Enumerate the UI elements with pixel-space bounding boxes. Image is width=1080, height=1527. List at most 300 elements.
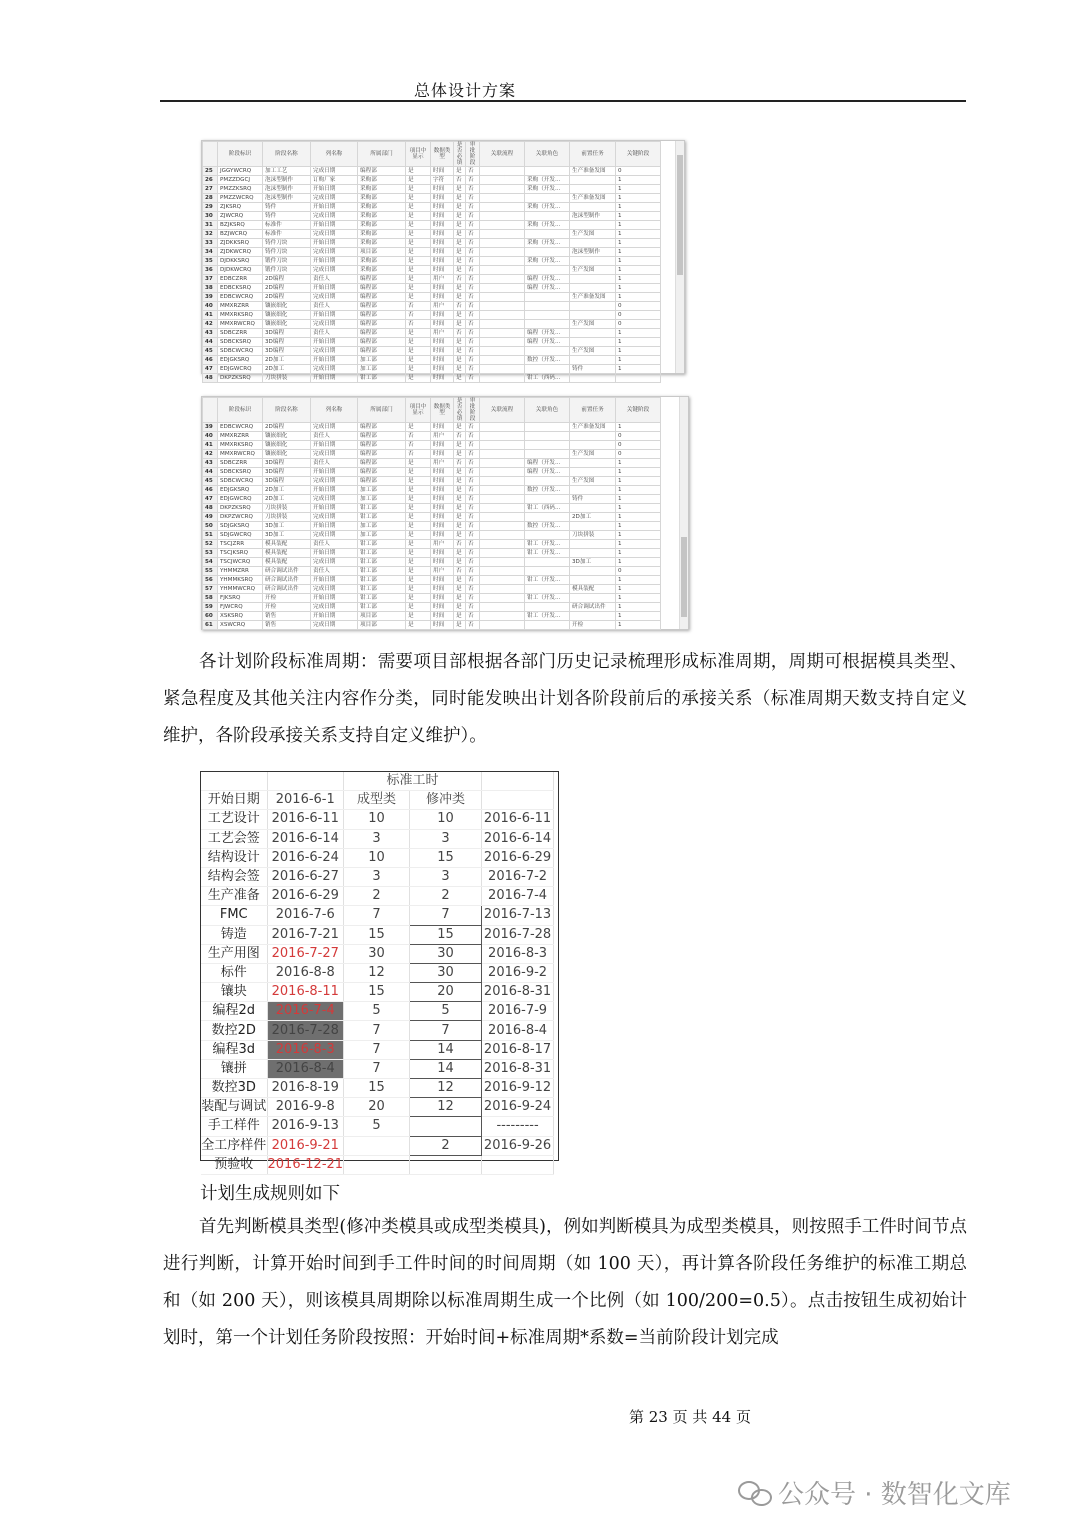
row-number: 48	[203, 504, 218, 513]
row-number-header	[203, 142, 218, 167]
row-number: 30	[203, 212, 218, 221]
standard-hours-sheet	[200, 771, 559, 1172]
table-row[interactable]	[203, 185, 661, 194]
table-cell: 时间	[431, 365, 454, 374]
table-cell	[525, 621, 570, 630]
table-cell: 1	[616, 576, 661, 585]
table-row[interactable]	[203, 576, 661, 585]
sheet-cell: ---------	[482, 1117, 554, 1136]
table-cell: 是	[406, 585, 431, 594]
table-cell: 泡沫型制作	[570, 248, 616, 257]
table-cell: 1	[616, 176, 661, 185]
table-cell: 钳工（开发...	[525, 612, 570, 621]
table-cell: 否	[466, 495, 480, 504]
scrollbar-vertical[interactable]	[679, 397, 688, 629]
table-cell: 否	[466, 203, 480, 212]
table-header-row	[203, 142, 661, 167]
table-cell: 编程部	[358, 459, 406, 468]
table-row[interactable]	[203, 558, 661, 567]
sheet-cell: 2016-7-2	[482, 867, 554, 886]
table-cell: FJKSRQ	[218, 594, 263, 603]
table-row[interactable]	[203, 221, 661, 230]
table-row[interactable]	[203, 230, 661, 239]
table-row[interactable]	[203, 266, 661, 275]
table-cell: 完成日期	[311, 513, 358, 522]
table-cell	[525, 365, 570, 374]
sheet-cell: 14	[410, 1059, 482, 1078]
table-row[interactable]	[203, 302, 661, 311]
column-header: 列名称	[311, 398, 358, 423]
table-cell: 钳工部	[358, 513, 406, 522]
table-cell	[570, 374, 616, 383]
table-row[interactable]	[203, 356, 661, 365]
table-cell	[480, 450, 525, 459]
table-cell: 1	[616, 549, 661, 558]
table-cell	[480, 266, 525, 275]
table-row[interactable]	[203, 540, 661, 549]
table-cell	[480, 477, 525, 486]
table-cell: 是	[454, 248, 466, 257]
table-cell: 完成日期	[311, 266, 358, 275]
table-cell	[525, 320, 570, 329]
column-header: 审批阶段	[466, 142, 480, 167]
table-cell: 时间	[431, 167, 454, 176]
table-cell: 用户	[431, 432, 454, 441]
table-cell: 否	[454, 275, 466, 284]
table-cell: 否	[454, 432, 466, 441]
table-cell: 标准件	[263, 230, 311, 239]
table-row[interactable]	[203, 338, 661, 347]
table-cell: 2D编程	[263, 275, 311, 284]
table-cell: 刀块拼装	[570, 531, 616, 540]
table-cell: 否	[466, 441, 480, 450]
sheet-cell: 2016-9-26	[482, 1136, 554, 1155]
table-cell: FJWCRQ	[218, 603, 263, 612]
table-cell: 是	[406, 423, 431, 432]
row-number: 43	[203, 329, 218, 338]
table-cell: 是	[454, 621, 466, 630]
table-cell: 锻件刀块	[263, 257, 311, 266]
table-cell: 是	[406, 185, 431, 194]
row-number: 27	[203, 185, 218, 194]
table-cell: 1	[616, 329, 661, 338]
sheet-cell: 15	[344, 983, 410, 1002]
sheet-cell: 2016-12-21	[267, 1155, 344, 1174]
table-cell	[525, 230, 570, 239]
table-cell: 编程（开发...	[525, 284, 570, 293]
table-cell	[480, 486, 525, 495]
sheet-row	[201, 1040, 554, 1059]
table-cell	[480, 621, 525, 630]
row-number: 45	[203, 347, 218, 356]
table-cell: 完成日期	[311, 230, 358, 239]
table-row[interactable]	[203, 167, 661, 176]
table-cell: 否	[466, 621, 480, 630]
table-cell: 编程部	[358, 468, 406, 477]
table-cell: 否	[466, 477, 480, 486]
row-number: 47	[203, 495, 218, 504]
table-cell: SDBCWCRQ	[218, 477, 263, 486]
table-row[interactable]	[203, 329, 661, 338]
table-cell	[525, 432, 570, 441]
table-row[interactable]	[203, 365, 661, 374]
table-cell	[480, 612, 525, 621]
table-cell: SDBCKSRQ	[218, 338, 263, 347]
table-cell: XSKSRQ	[218, 612, 263, 621]
table-cell: 0	[616, 311, 661, 320]
table-cell: 钳工（开发...	[525, 549, 570, 558]
table-row[interactable]	[203, 567, 661, 576]
table-cell: 0	[616, 450, 661, 459]
sheet-cell: 2016-8-17	[482, 1040, 554, 1059]
table-cell: 采购部	[358, 230, 406, 239]
table-cell: 时间	[431, 549, 454, 558]
table-row[interactable]	[203, 621, 661, 630]
table-cell: EDBCKSRQ	[218, 284, 263, 293]
table-row[interactable]	[203, 432, 661, 441]
table-cell	[480, 459, 525, 468]
table-cell: 是	[454, 194, 466, 203]
table-cell: 铸件	[263, 203, 311, 212]
table-cell: 完成日期	[311, 477, 358, 486]
table-row[interactable]	[203, 257, 661, 266]
table-cell: 0	[616, 302, 661, 311]
table-row[interactable]	[203, 603, 661, 612]
table-cell: 时间	[431, 522, 454, 531]
table-cell: 1	[616, 513, 661, 522]
table-cell	[525, 302, 570, 311]
column-header: 审批阶段	[466, 398, 480, 423]
table-cell: 编程部	[358, 329, 406, 338]
table-cell: 是	[454, 356, 466, 365]
table-cell: EDJGKSRQ	[218, 356, 263, 365]
table-cell	[570, 522, 616, 531]
table-cell: 时间	[431, 239, 454, 248]
table-row[interactable]	[203, 513, 661, 522]
table-row[interactable]	[203, 594, 661, 603]
table-row[interactable]	[203, 531, 661, 540]
sheet-cell: 2016-8-31	[482, 983, 554, 1002]
sheet-row	[201, 791, 554, 810]
table-cell: 1	[616, 257, 661, 266]
table-cell: 开始日期	[311, 221, 358, 230]
table-cell: 开始日期	[311, 504, 358, 513]
sheet-cell	[344, 1136, 410, 1155]
table-row[interactable]	[203, 495, 661, 504]
table-row[interactable]	[203, 612, 661, 621]
column-header: 前置任务	[570, 398, 616, 423]
table-cell: 否	[466, 459, 480, 468]
table-cell: 1	[616, 284, 661, 293]
table-cell	[480, 365, 525, 374]
row-number: 25	[203, 167, 218, 176]
table-cell	[480, 374, 525, 383]
table-cell: DJDKKSRQ	[218, 257, 263, 266]
table-cell: 是	[406, 531, 431, 540]
table-cell	[480, 347, 525, 356]
table-cell: 是	[454, 347, 466, 356]
table-cell: 否	[406, 441, 431, 450]
table-cell: 研合调试出件	[570, 603, 616, 612]
table-cell: 开始日期	[311, 594, 358, 603]
table-row[interactable]	[203, 275, 661, 284]
stage-label: 标件	[201, 963, 267, 982]
stage-label: 结构设计	[201, 848, 267, 867]
table-row[interactable]	[203, 441, 661, 450]
table-cell: 否	[466, 230, 480, 239]
column-header: 项目中显示	[406, 142, 431, 167]
table-cell: 是	[454, 486, 466, 495]
table-row[interactable]	[203, 585, 661, 594]
sheet-cell: 2016-6-27	[267, 867, 344, 886]
table-cell: 是	[454, 338, 466, 347]
table-cell: 时间	[431, 374, 454, 383]
table-row[interactable]	[203, 248, 661, 257]
table-cell: YHMMKSRQ	[218, 576, 263, 585]
table-cell: 生产准备发图	[570, 423, 616, 432]
table-cell: 完成日期	[311, 194, 358, 203]
table-cell: 开始日期	[311, 185, 358, 194]
table-cell	[480, 585, 525, 594]
table-cell	[480, 495, 525, 504]
table-cell: 是	[406, 293, 431, 302]
table-cell	[480, 513, 525, 522]
table-cell: 钳工部	[358, 374, 406, 383]
table-cell: 是	[406, 212, 431, 221]
sheet-cell: 10	[410, 810, 482, 829]
page-header	[0, 78, 1080, 101]
table-cell: 时间	[431, 230, 454, 239]
sheet-cell: 2016-7-21	[267, 925, 344, 944]
table-cell: 时间	[431, 621, 454, 630]
sheet-group-header: 标准工时	[344, 772, 482, 791]
sheet-row	[201, 944, 554, 963]
row-number: 49	[203, 513, 218, 522]
table-cell: 镶嵌细化	[263, 432, 311, 441]
table-cell: 编程部	[358, 432, 406, 441]
stage-label: 装配与调试	[201, 1098, 267, 1117]
table-row[interactable]	[203, 320, 661, 329]
table-cell: 开始日期	[311, 468, 358, 477]
table-cell: 是	[406, 540, 431, 549]
table-cell	[570, 356, 616, 365]
table-cell: 否	[406, 320, 431, 329]
table-row[interactable]	[203, 212, 661, 221]
table-cell: 是	[406, 522, 431, 531]
column-header: 关键阶段	[616, 398, 661, 423]
table-cell: 是	[406, 257, 431, 266]
table-cell: 铸件刀块	[263, 239, 311, 248]
table-row[interactable]	[203, 194, 661, 203]
table-cell: 时间	[431, 441, 454, 450]
table-cell	[480, 176, 525, 185]
stage-label: FMC	[201, 906, 267, 925]
sheet-cell: 2016-8-3	[482, 944, 554, 963]
table-cell: 编程部	[358, 338, 406, 347]
table-cell	[525, 531, 570, 540]
table-cell: 否	[466, 549, 480, 558]
sheet-cell: 12	[344, 963, 410, 982]
table-row[interactable]	[203, 459, 661, 468]
table-cell: 是	[454, 441, 466, 450]
sheet-row	[201, 810, 554, 829]
table-row[interactable]	[203, 347, 661, 356]
table-row[interactable]	[203, 477, 661, 486]
table-row[interactable]	[203, 176, 661, 185]
table-cell: DKPZKSRQ	[218, 504, 263, 513]
table-cell: 时间	[431, 221, 454, 230]
table-row[interactable]	[203, 549, 661, 558]
sheet-row	[201, 1098, 554, 1117]
table-row[interactable]	[203, 504, 661, 513]
table-cell	[570, 176, 616, 185]
sheet-cell: 12	[410, 1079, 482, 1098]
table-cell: 1	[616, 603, 661, 612]
table-cell: 是	[406, 459, 431, 468]
table-cell: 否	[466, 248, 480, 257]
table-cell: 是	[454, 230, 466, 239]
table-cell: EDJGWCRQ	[218, 365, 263, 374]
table-cell: 编程（开发...	[525, 329, 570, 338]
table-cell: 责任人	[311, 329, 358, 338]
table-header-row	[203, 398, 661, 423]
table-cell: 否	[466, 284, 480, 293]
table-cell: 3D编程	[263, 459, 311, 468]
stage-label: 手工样件	[201, 1117, 267, 1136]
stage-config-table-1	[201, 140, 685, 381]
row-number: 35	[203, 257, 218, 266]
sheet-row	[201, 848, 554, 867]
table-cell	[570, 549, 616, 558]
table-row[interactable]	[203, 468, 661, 477]
table-cell: 采购（开发...	[525, 257, 570, 266]
table-row[interactable]	[203, 423, 661, 432]
table-cell: 编程（开发...	[525, 275, 570, 284]
table-row[interactable]	[203, 486, 661, 495]
sheet-row	[201, 1059, 554, 1078]
sheet-cell: 2016-8-11	[267, 983, 344, 1002]
table-row[interactable]	[203, 522, 661, 531]
table-cell: 编程部	[358, 441, 406, 450]
table-cell: 加工部	[358, 495, 406, 504]
table-cell	[480, 284, 525, 293]
table-row[interactable]	[203, 374, 661, 383]
row-number: 46	[203, 356, 218, 365]
stage-label: 生产准备	[201, 887, 267, 906]
page-footer	[0, 1406, 1080, 1427]
sheet-cell	[482, 1155, 554, 1174]
table-cell	[570, 468, 616, 477]
table-cell: 3D编程	[263, 347, 311, 356]
table-cell: 3D编程	[263, 329, 311, 338]
table-cell: 2D加工	[263, 365, 311, 374]
table-cell: 是	[454, 576, 466, 585]
table-cell: 1	[616, 558, 661, 567]
sheet-cell: 2016-8-31	[482, 1059, 554, 1078]
table-cell: 否	[466, 356, 480, 365]
rule-title: 计划生成规则如下	[200, 1184, 340, 1204]
table-cell: 时间	[431, 284, 454, 293]
table-cell	[480, 248, 525, 257]
column-header: 项目中显示	[406, 398, 431, 423]
sheet-cell: 2016-9-21	[267, 1136, 344, 1155]
table-cell: 钳工（西码...	[525, 504, 570, 513]
row-number: 52	[203, 540, 218, 549]
table-cell: 钳工部	[358, 540, 406, 549]
table-cell: 采购（开发...	[525, 239, 570, 248]
sheet-row	[201, 1117, 554, 1136]
table-cell: 生产发图	[570, 266, 616, 275]
table-cell: 是	[454, 549, 466, 558]
page-number: 第 23 页 共 44 页	[628, 1408, 751, 1426]
table-cell: 时间	[431, 603, 454, 612]
table-cell: 是	[406, 230, 431, 239]
header-title: 总体设计方案	[413, 81, 516, 100]
table-cell: ZJWCRQ	[218, 212, 263, 221]
table-row[interactable]	[203, 311, 661, 320]
table-cell: 否	[466, 603, 480, 612]
stage-table-1	[202, 141, 661, 383]
stage-table-2	[202, 397, 661, 630]
table-cell: 项目部	[358, 248, 406, 257]
table-cell	[570, 504, 616, 513]
table-cell: 镶嵌细化	[263, 302, 311, 311]
table-cell: SDJGWCRQ	[218, 531, 263, 540]
table-cell: 时间	[431, 477, 454, 486]
table-cell: MMXRKSRQ	[218, 311, 263, 320]
stage-label: 数控2D	[201, 1021, 267, 1040]
table-cell: 3D加工	[263, 522, 311, 531]
table-cell: 时间	[431, 185, 454, 194]
column-header: 所属部门	[358, 398, 406, 423]
table-cell	[480, 540, 525, 549]
table-cell: 生产发图	[570, 320, 616, 329]
scrollbar-vertical[interactable]	[675, 141, 684, 373]
sheet-cell: 2016-8-3	[267, 1040, 344, 1059]
table-cell: 是	[454, 558, 466, 567]
table-cell: 是	[454, 239, 466, 248]
table-cell: 是	[406, 495, 431, 504]
table-cell: 责任人	[311, 540, 358, 549]
table-cell: 时间	[431, 513, 454, 522]
table-cell: 否	[466, 212, 480, 221]
table-cell: 时间	[431, 257, 454, 266]
table-row[interactable]	[203, 239, 661, 248]
table-cell	[570, 239, 616, 248]
table-cell: 是	[454, 423, 466, 432]
table-cell: 否	[466, 302, 480, 311]
table-cell	[570, 221, 616, 230]
table-row[interactable]	[203, 203, 661, 212]
sheet-cell: 20	[410, 983, 482, 1002]
table-cell: ZJDKKSRQ	[218, 239, 263, 248]
table-cell: 时间	[431, 248, 454, 257]
table-cell: 否	[466, 329, 480, 338]
table-row[interactable]	[203, 293, 661, 302]
table-cell: 否	[466, 612, 480, 621]
stage-label: 镶块	[201, 983, 267, 1002]
table-cell: 加工部	[358, 356, 406, 365]
table-cell: BZJKSRQ	[218, 221, 263, 230]
table-cell: 0	[616, 567, 661, 576]
table-cell: 生产发图	[570, 230, 616, 239]
table-cell: 加工部	[358, 522, 406, 531]
table-cell: 编程部	[358, 311, 406, 320]
table-row[interactable]	[203, 450, 661, 459]
table-cell: SDBCZRR	[218, 329, 263, 338]
table-cell: 完成日期	[311, 347, 358, 356]
table-row[interactable]	[203, 284, 661, 293]
